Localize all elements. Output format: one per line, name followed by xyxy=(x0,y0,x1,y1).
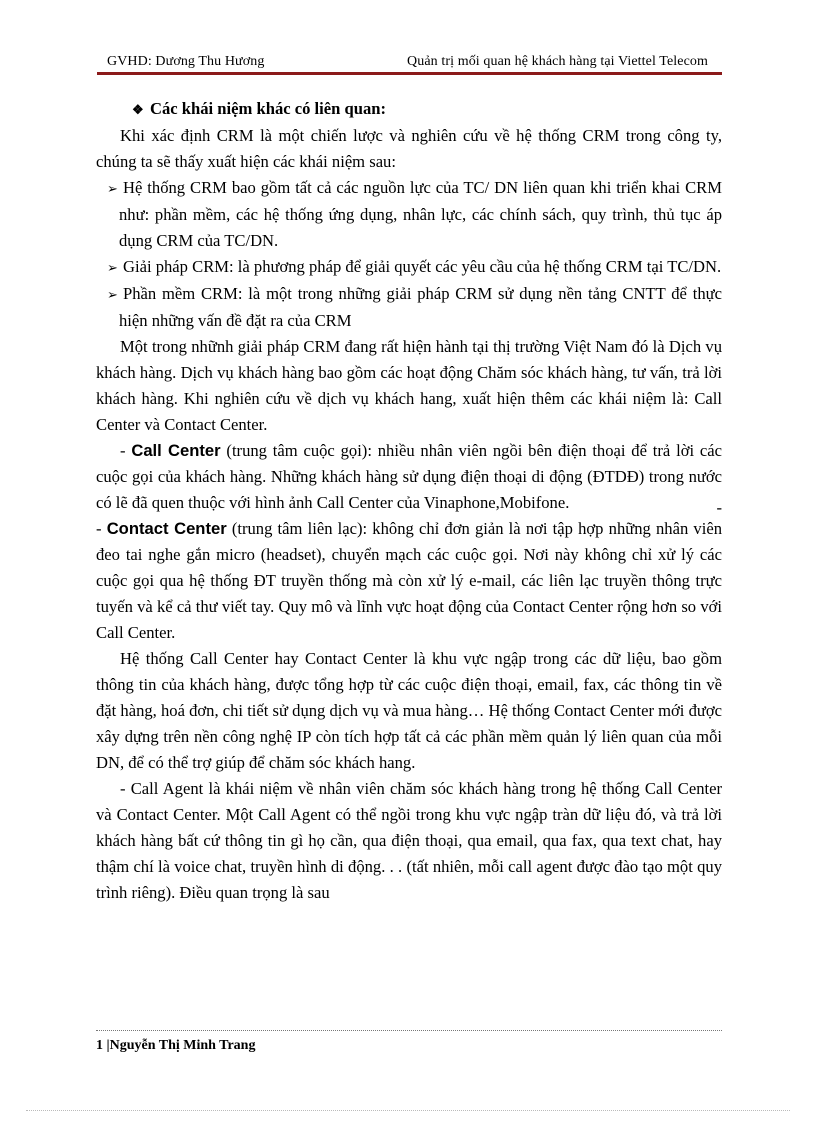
service-paragraph: Một trong nhữnh giải pháp CRM đang rất hiện hành tại thị trường Việt Nam đó là Dịch vụ khách hàng. Dịch vụ khách hàng bao gồm các hoạt động Chăm sóc khách hàng, tư vấn, trả lời khách hàng. Khi nghiên cứu về dịch vụ khách hang, xuất hiện thêm các khái niệm là: Call Center và Contact Center. xyxy=(96,337,722,434)
arrow-bullet-icon: ➢ xyxy=(107,260,118,275)
section-heading: ❖ Các khái niệm khác có liên quan: xyxy=(96,96,722,123)
agent-paragraph: - Call Agent là khái niệm về nhân viên chăm sóc khách hàng trong hệ thống Call Center và Contact Center. Một Call Agent có thể ngồi trong khu vực ngập tràn dữ liệu đó, và trả lời khách hàng bất cứ thông tin gì họ cần, qua điện thoại, qua email, qua fax, qua text chat, hay thậm chí là voice chat, truyền hình di động. . . (tất nhiên, mỗi call agent được đào tạo một quy trình riêng). Điều quan trọng là sau xyxy=(96,779,722,902)
document-body xyxy=(96,96,722,906)
contact-center-term: Contact Center xyxy=(106,519,227,538)
bullet-item: ➢ Hệ thống CRM bao gồm tất cả các nguồn lực của TC/ DN liên quan khi triển khai CRM như: phần mềm, các hệ thống ứng dụng, nhân lực, các chính sách, quy trình, thủ tục áp dụng CRM của TC/DN. xyxy=(107,178,722,250)
bullet-item: ➢ Giải pháp CRM: là phương pháp để giải quyết các yêu cầu của hệ thống CRM tại TC/DN. xyxy=(96,254,722,281)
header-divider xyxy=(97,72,722,75)
footer-divider xyxy=(96,1030,722,1031)
call-center-term: Call Center xyxy=(131,441,221,460)
footer-author: Nguyễn Thị Minh Trang xyxy=(109,1038,256,1053)
intro-paragraph: Khi xác định CRM là một chiến lược và nghiên cứu về hệ thống CRM trong công ty, chúng ta sẽ thấy xuất hiện các khái niệm sau: xyxy=(96,126,722,171)
header-advisor: GVHD: Dương Thu Hương xyxy=(107,54,265,69)
system-paragraph: Hệ thống Call Center hay Contact Center là khu vực ngập trong các dữ liệu, bao gồm thông tin của khách hàng, được tổng hợp từ các cuộc điện thoại, email, fax, các thông tin về đặt hàng, hoá đơn, chi tiết sử dụng dịch vụ và mua hàng… Hệ thống Contact Center mới được xây dựng trên nền công nghệ IP còn tích hợp tất cả các phần mềm quản lý liên quan của mỗi DN, để có thể trợ giúp để chăm sóc khách hang. xyxy=(96,649,722,772)
page-bottom-edge xyxy=(26,1110,790,1111)
arrow-bullet-icon: ➢ xyxy=(107,287,118,302)
page-number: 1 xyxy=(96,1038,103,1053)
bullet-item: ➢ Phần mềm CRM: là một trong những giải pháp CRM sử dụng nền tảng CNTT để thực hiện những vấn đề đặt ra của CRM xyxy=(107,284,722,330)
contact-center-paragraph: - Contact Center (trung tâm liên lạc): không chỉ đơn giản là nơi tập hợp những nhân viên đeo tai nghe gắn micro (headset), chuyển mạch các cuộc gọi. Nơi này không chỉ xử lý các cuộc gọi qua hệ thống ĐT truyền thống mà còn xử lý e-mail, các liên lạc truyền thông trực tuyến và kể cả thư viết tay. Quy mô và lĩnh vực hoạt động của Contact Center rộng hơn so với Call Center. xyxy=(96,519,722,642)
page-header xyxy=(97,52,722,74)
arrow-bullet-icon: ➢ xyxy=(107,181,118,196)
stray-dash: - xyxy=(716,498,722,517)
header-title: Quản trị mối quan hệ khách hàng tại Viettel Telecom xyxy=(407,54,708,69)
diamond-bullet-icon: ❖ xyxy=(132,102,144,117)
call-center-paragraph: - Call Center (trung tâm cuộc gọi): nhiều nhân viên ngồi bên điện thoại để trả lời các cuộc gọi của khách hàng. Những khách hàng sử dụng điện thoại di động (ĐTDĐ) trong nước có lẽ đã quen thuộc với hình ảnh Call Center của Vinaphone,Mobifone. xyxy=(96,441,722,512)
page-footer: 1 |Nguyễn Thị Minh Trang xyxy=(96,1038,256,1053)
